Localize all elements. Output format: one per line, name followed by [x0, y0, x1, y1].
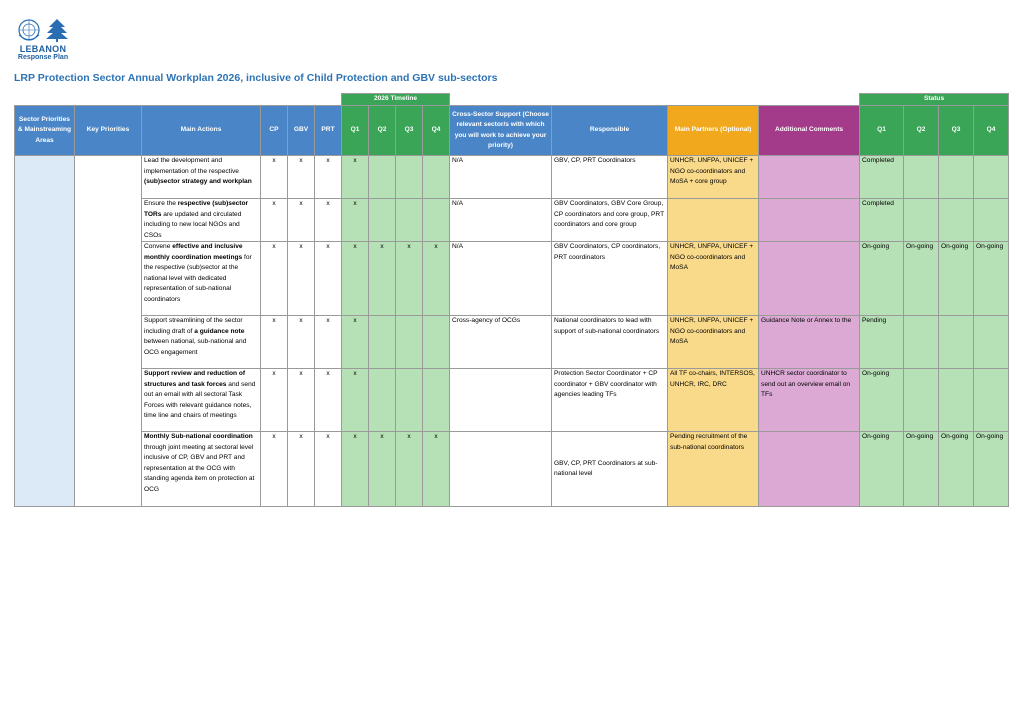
timeline-q3-cell	[396, 199, 423, 242]
main-action-cell: Convene effective and inclusive monthly coordination meetings for the respective (sub)sector at the national level with dedicated representation of sub-national coordinators	[142, 242, 261, 316]
comments-cell	[759, 156, 860, 199]
header-timeline-q3: Q3	[396, 106, 423, 156]
status-q3-cell	[939, 156, 974, 199]
header-timeline-q1: Q1	[342, 106, 369, 156]
status-q3-cell	[939, 316, 974, 369]
status-q2-cell	[904, 316, 939, 369]
header-key-priorities: Key Priorities	[75, 106, 142, 156]
timeline-q2-cell: x	[369, 432, 396, 507]
sector-priorities-cell	[15, 156, 75, 507]
cross-sector-cell	[450, 432, 552, 507]
status-q3-cell	[939, 369, 974, 432]
status-q1-cell: Completed	[860, 199, 904, 242]
header-sector-priorities: Sector Priorities & Mainstreaming Areas	[15, 106, 75, 156]
header-main-partners: Main Partners (Optional)	[668, 106, 759, 156]
gbv-cell: x	[288, 156, 315, 199]
header-status-q2: Q2	[904, 106, 939, 156]
comments-cell	[759, 242, 860, 316]
status-q1-cell: On-going	[860, 369, 904, 432]
logo-title: LEBANON	[19, 44, 67, 54]
prt-cell: x	[315, 242, 342, 316]
workplan-table	[14, 93, 1009, 507]
cp-cell: x	[261, 432, 288, 507]
partners-cell: UNHCR, UNFPA, UNICEF + NGO co-coordinators and MoSA	[668, 242, 759, 316]
gbv-cell: x	[288, 432, 315, 507]
partners-cell: All TF co-chairs, INTERSOS, UNHCR, IRC, DRC	[668, 369, 759, 432]
header-timeline-q4: Q4	[423, 106, 450, 156]
timeline-q1-cell: x	[342, 369, 369, 432]
header-status-q1: Q1	[860, 106, 904, 156]
status-q2-cell	[904, 369, 939, 432]
status-q2-cell: On-going	[904, 242, 939, 316]
main-action-cell: Support streamlining of the sector including draft of a guidance note between national, sub-national and OCG engagement	[142, 316, 261, 369]
timeline-q4-cell: x	[423, 432, 450, 507]
gbv-cell: x	[288, 242, 315, 316]
gbv-cell: x	[288, 369, 315, 432]
lebanon-response-plan-logo	[12, 16, 74, 62]
timeline-q2-cell	[369, 199, 396, 242]
prt-cell: x	[315, 432, 342, 507]
header-gbv: GBV	[288, 106, 315, 156]
cross-sector-cell	[450, 369, 552, 432]
main-action-cell: Monthly Sub-national coordination through joint meeting at sectoral level inclusive of CP, GBV and PRT and representation at the OCG with standing agenda item on protection at OCG	[142, 432, 261, 507]
timeline-q1-cell: x	[342, 156, 369, 199]
partners-cell: UNHCR, UNFPA, UNICEF + NGO co-coordinators and MoSA	[668, 316, 759, 369]
comments-cell	[759, 432, 860, 507]
timeline-q2-cell	[369, 156, 396, 199]
cross-sector-cell: N/A	[450, 199, 552, 242]
cp-cell: x	[261, 242, 288, 316]
cross-sector-cell: Cross-agency of OCGs	[450, 316, 552, 369]
column-header-row	[15, 106, 1009, 156]
timeline-group-header: 2026 Timeline	[342, 94, 450, 106]
prt-cell: x	[315, 156, 342, 199]
un-emblem-icon	[16, 17, 42, 43]
partners-cell: Pending recruitment of the sub-national coordinators	[668, 432, 759, 507]
timeline-q1-cell: x	[342, 432, 369, 507]
status-q3-cell	[939, 199, 974, 242]
comments-cell: Guidance Note or Annex to the	[759, 316, 860, 369]
status-q1-cell: On-going	[860, 242, 904, 316]
page-title: LRP Protection Sector Annual Workplan 2026, inclusive of Child Protection and GBV sub-sectors	[14, 72, 498, 84]
comments-cell: UNHCR sector coordinator to send out an overview email on TFs	[759, 369, 860, 432]
timeline-q1-cell: x	[342, 199, 369, 242]
timeline-q4-cell	[423, 316, 450, 369]
cedar-tree-icon	[44, 17, 70, 43]
cp-cell: x	[261, 369, 288, 432]
table-row	[15, 156, 1009, 199]
key-priorities-cell	[75, 156, 142, 507]
timeline-q3-cell	[396, 369, 423, 432]
header-status-q4: Q4	[974, 106, 1009, 156]
cp-cell: x	[261, 316, 288, 369]
header-timeline-q2: Q2	[369, 106, 396, 156]
timeline-q3-cell: x	[396, 432, 423, 507]
table-row	[15, 199, 1009, 242]
responsible-cell: GBV, CP, PRT Coordinators	[552, 156, 668, 199]
table-row	[15, 242, 1009, 316]
timeline-q4-cell	[423, 199, 450, 242]
table-row	[15, 369, 1009, 432]
status-q1-cell: Completed	[860, 156, 904, 199]
prt-cell: x	[315, 369, 342, 432]
status-q2-cell: On-going	[904, 432, 939, 507]
main-action-cell: Support review and reduction of structures and task forces and send out an email with all sectoral Task Forces with relevant guidance notes, time line and chairs of meetings	[142, 369, 261, 432]
header-cp: CP	[261, 106, 288, 156]
timeline-q4-cell	[423, 156, 450, 199]
partners-cell: UNHCR, UNFPA, UNICEF + NGO co-coordinators and MoSA + core group	[668, 156, 759, 199]
status-q3-cell: On-going	[939, 242, 974, 316]
responsible-cell: GBV, CP, PRT Coordinators at sub-national level	[552, 432, 668, 507]
header-status-q3: Q3	[939, 106, 974, 156]
status-q4-cell	[974, 369, 1009, 432]
logo-subtitle: Response Plan	[17, 54, 69, 61]
partners-cell	[668, 199, 759, 242]
timeline-q3-cell	[396, 316, 423, 369]
status-q3-cell: On-going	[939, 432, 974, 507]
responsible-cell: GBV Coordinators, GBV Core Group, CP coordinators and core group, PRT coordinators and core group	[552, 199, 668, 242]
timeline-q3-cell: x	[396, 242, 423, 316]
header-cross-sector: Cross-Sector Support (Choose relevant sector/s with which you will work to achieve your priority)	[450, 106, 552, 156]
status-q4-cell: On-going	[974, 242, 1009, 316]
timeline-q1-cell: x	[342, 242, 369, 316]
main-action-cell: Ensure the respective (sub)sector TORs are updated and circulated including to new local NGOs and CSOs	[142, 199, 261, 242]
timeline-q2-cell	[369, 316, 396, 369]
status-q2-cell	[904, 156, 939, 199]
header-main-actions: Main Actions	[142, 106, 261, 156]
timeline-q4-cell: x	[423, 242, 450, 316]
responsible-cell: Protection Sector Coordinator + CP coordinator + GBV coordinator with agencies leading TFs	[552, 369, 668, 432]
status-q4-cell	[974, 316, 1009, 369]
status-group-header: Status	[860, 94, 1009, 106]
table-row	[15, 316, 1009, 369]
main-action-cell: Lead the development and implementation of the respective (sub)sector strategy and workplan	[142, 156, 261, 199]
table-row	[15, 432, 1009, 507]
status-q4-cell: On-going	[974, 432, 1009, 507]
timeline-q4-cell	[423, 369, 450, 432]
status-q4-cell	[974, 199, 1009, 242]
status-q4-cell	[974, 156, 1009, 199]
header-prt: PRT	[315, 106, 342, 156]
group-header-row	[15, 94, 1009, 106]
header-additional-comments: Additional Comments	[759, 106, 860, 156]
timeline-q2-cell	[369, 369, 396, 432]
timeline-q2-cell: x	[369, 242, 396, 316]
timeline-q1-cell: x	[342, 316, 369, 369]
prt-cell: x	[315, 199, 342, 242]
status-q1-cell: On-going	[860, 432, 904, 507]
prt-cell: x	[315, 316, 342, 369]
cross-sector-cell: N/A	[450, 242, 552, 316]
gbv-cell: x	[288, 316, 315, 369]
cp-cell: x	[261, 199, 288, 242]
header-responsible: Responsible	[552, 106, 668, 156]
status-q2-cell	[904, 199, 939, 242]
gbv-cell: x	[288, 199, 315, 242]
timeline-q3-cell	[396, 156, 423, 199]
comments-cell	[759, 199, 860, 242]
status-q1-cell: Pending	[860, 316, 904, 369]
responsible-cell: National coordinators to lead with support of sub-national coordinators	[552, 316, 668, 369]
cp-cell: x	[261, 156, 288, 199]
cross-sector-cell: N/A	[450, 156, 552, 199]
responsible-cell: GBV Coordinators, CP coordinators, PRT coordinators	[552, 242, 668, 316]
